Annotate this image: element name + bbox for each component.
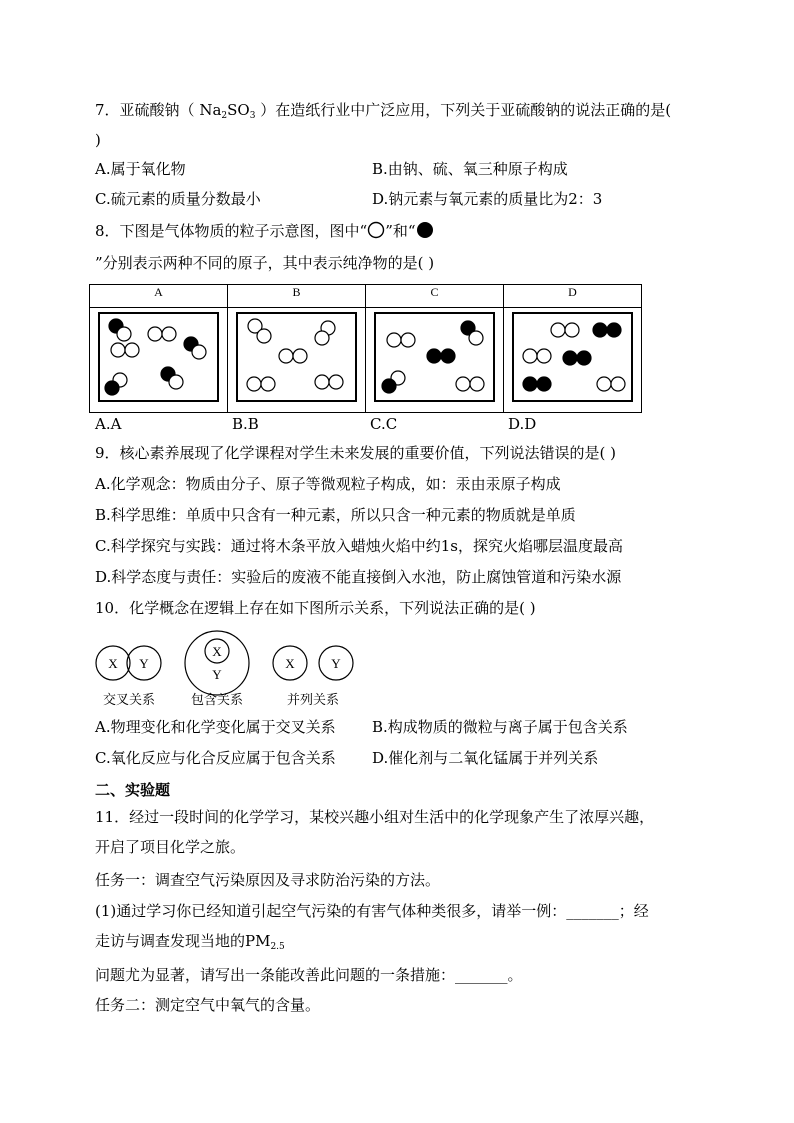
q8-option-c: C.C: [370, 415, 398, 433]
q9-option-b: B.科学思维：单质中只含有一种元素，所以只含一种元素的物质就是单质: [95, 506, 576, 524]
particles-d-icon: [514, 314, 631, 400]
particles-b-icon: [238, 314, 355, 400]
q9-option-c: C.科学探究与实践：通过将木条平放入蜡烛火焰中约1s，探究火焰哪层温度最高: [95, 537, 623, 555]
panel-cell-c: [366, 308, 504, 413]
black-circle-icon: [416, 221, 434, 239]
q11-task1: 任务一：调查空气污染原因及寻求防治污染的方法。: [95, 871, 441, 889]
q7-option-c: C.硫元素的质量分数最小: [95, 190, 261, 208]
table-header-d: D: [504, 285, 642, 308]
contain-y-label: Y: [212, 667, 222, 682]
panel-cell-d: [504, 308, 642, 413]
q8-stem-cont: ”分别表示两种不同的原子，其中表示纯净物的是( ): [95, 254, 435, 272]
white-circle-icon: [367, 221, 385, 239]
particle-panel-b: [236, 312, 357, 402]
q10-option-a: A.物理变化和化学变化属于交叉关系: [95, 718, 336, 736]
q10-stem: 10．化学概念在逻辑上存在如下图所示关系，下列说法正确的是( ): [95, 599, 536, 617]
q11-part1-line2: 走访与调查发现当地的$PM_{2.5}$: [95, 932, 285, 952]
q7-option-a: A.属于氧化物: [95, 160, 186, 178]
q11-stem-line1: 11．经过一段时间的化学学习，某校兴趣小组对生活中的化学现象产生了浓厚兴趣，: [95, 808, 655, 826]
q8-option-a: A.A: [95, 415, 122, 433]
q10-option-b: B.构成物质的微粒与离子属于包含关系: [372, 718, 628, 736]
cross-x-label: X: [108, 656, 118, 671]
q10-option-d: D.催化剂与二氧化锰属于并列关系: [372, 749, 599, 767]
q8-option-b: B.B: [232, 415, 259, 433]
parallel-x-label: X: [285, 656, 295, 671]
q11-part1-line1: (1)通过学习你已经知道引起空气污染的有害气体种类很多，请举一例：_______；经: [95, 902, 649, 920]
cross-y-label: Y: [139, 656, 149, 671]
section-heading: 二、实验题: [95, 781, 171, 799]
particle-diagram-table: [89, 284, 642, 413]
q9-option-d: D.科学态度与责任：实验后的废液不能直接倒入水池，防止腐蚀管道和污染水源: [95, 568, 622, 586]
q7-stem-close: ): [95, 131, 101, 149]
panel-cell-a: [90, 308, 228, 413]
table-header-b: B: [228, 285, 366, 308]
particles-c-icon: [376, 314, 493, 400]
q7-option-d: D.钠元素与氧元素的质量比为2：3: [372, 190, 603, 208]
parallel-y-label: Y: [331, 656, 341, 671]
q11-task2: 任务二：测定空气中氧气的含量。: [95, 996, 321, 1014]
q9-option-a: A.化学观念：物质由分子、原子等微观粒子构成，如：汞由汞原子构成: [95, 475, 561, 493]
particles-a-icon: [100, 314, 217, 400]
q11-stem-line2: 开启了项目化学之旅。: [95, 838, 246, 856]
q11-part1-line3: 问题尤为显著，请写出一条能改善此问题的一条措施：_______。: [95, 966, 523, 984]
contain-relation-caption: 包含关系: [190, 693, 244, 708]
particle-panel-d: [512, 312, 633, 402]
particle-panel-a: [98, 312, 219, 402]
contain-x-label: X: [212, 644, 222, 659]
q8-stem: 8．下图是气体物质的粒子示意图，图中“ ”和“: [95, 221, 434, 241]
q8-option-d: D.D: [508, 415, 537, 433]
parallel-relation-caption: 并列关系: [286, 693, 340, 708]
table-header-a: A: [90, 285, 228, 308]
q7-option-b: B.由钠、硫、氧三种原子构成: [372, 160, 568, 178]
q9-stem: 9．核心素养展现了化学课程对学生未来发展的重要价值，下列说法错误的是( ): [95, 444, 617, 462]
particle-panel-c: [374, 312, 495, 402]
cross-relation-caption: 交叉关系: [102, 693, 156, 708]
q7-stem: 7．亚硫酸钠（ $Na_2SO_3$ ）在造纸行业中广泛应用，下列关于亚硫酸钠的说法正确的是(: [95, 101, 672, 121]
concept-relation-diagram: [92, 630, 362, 710]
q10-option-c: C.氧化反应与化合反应属于包含关系: [95, 749, 336, 767]
table-header-c: C: [366, 285, 504, 308]
panel-cell-b: [228, 308, 366, 413]
